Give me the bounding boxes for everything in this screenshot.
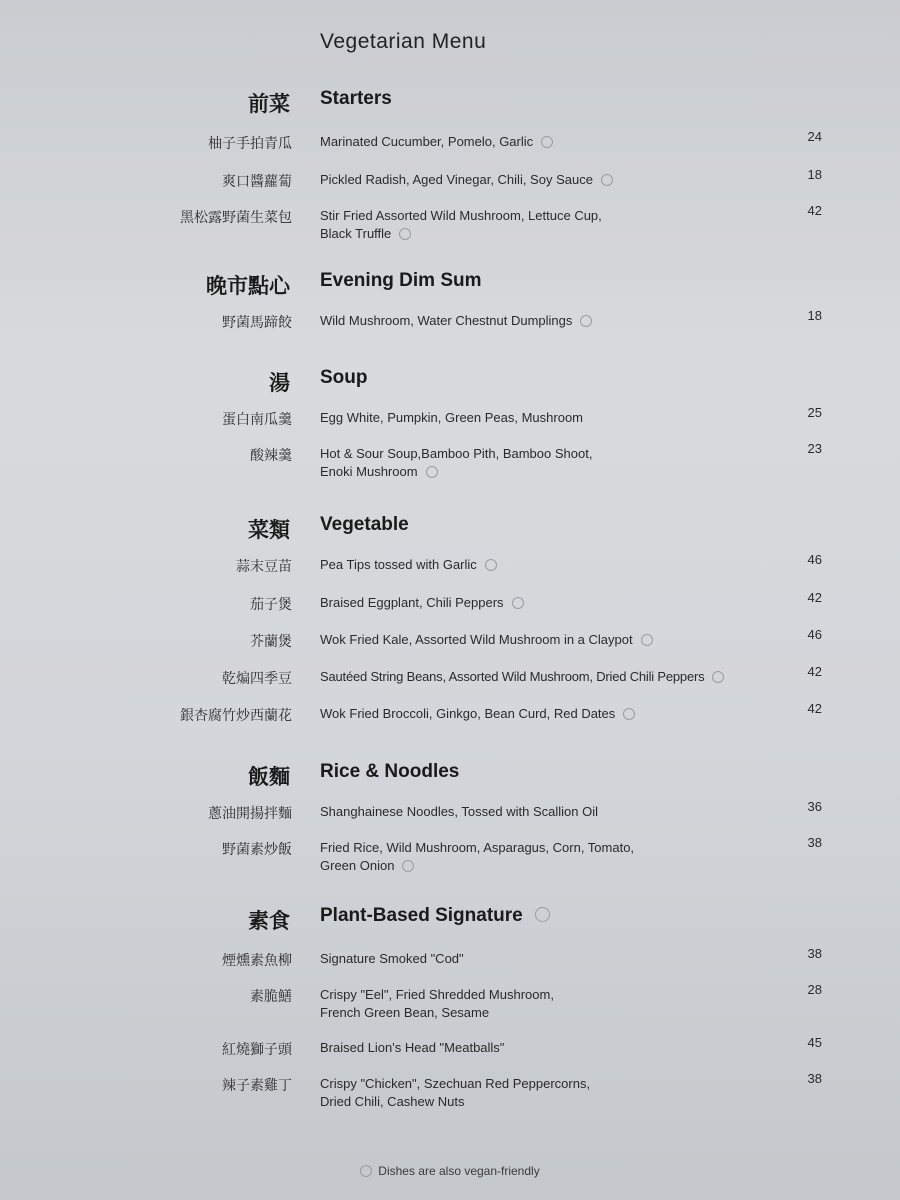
item-price: 24: [807, 129, 822, 144]
item-price: 46: [807, 627, 822, 642]
item-price: 45: [807, 1035, 822, 1050]
vegan-leaf-icon: [360, 1165, 372, 1177]
vegan-leaf-icon: [541, 136, 553, 148]
vegan-leaf-icon: [712, 671, 724, 683]
item-price: 42: [807, 701, 822, 716]
item-name-zh: 煙燻素魚柳: [222, 953, 292, 969]
item-description: Pickled Radish, Aged Vinegar, Chili, Soy Sauce: [320, 172, 593, 187]
item-price: 23: [807, 441, 822, 456]
vegan-leaf-icon: [601, 174, 613, 186]
section-title-zh: 晚市點心: [206, 274, 290, 298]
item-price: 42: [807, 203, 822, 218]
item-description-line-2: Black Truffle: [320, 226, 392, 241]
item-description: Signature Smoked "Cod": [320, 951, 464, 966]
section-title-zh: 湯: [269, 371, 290, 395]
item-price: 38: [807, 1071, 822, 1086]
item-name-zh: 酸辣羹: [250, 448, 292, 464]
item-name-zh: 黑松露野菌生菜包: [180, 210, 292, 226]
item-price: 25: [807, 405, 822, 420]
section-title-en: Starters: [320, 88, 392, 109]
vegan-leaf-icon: [535, 907, 550, 922]
section-title-en: Soup: [320, 367, 368, 388]
vegan-leaf-icon: [512, 597, 524, 609]
item-description: Wok Fried Kale, Assorted Wild Mushroom in a Claypot: [320, 632, 633, 647]
footer-note-text: Dishes are also vegan-friendly: [378, 1164, 540, 1178]
vegan-leaf-icon: [426, 466, 438, 478]
item-price: 46: [807, 552, 822, 567]
item-description-line-2: Dried Chili, Cashew Nuts: [320, 1094, 465, 1109]
section-title-en: Rice & Noodles: [320, 761, 460, 782]
section-title-en: Vegetable: [320, 514, 409, 535]
item-name-zh: 紅燒獅子頭: [222, 1042, 292, 1058]
item-name-zh: 野菌素炒飯: [222, 842, 292, 858]
item-description: Braised Eggplant, Chili Peppers: [320, 595, 504, 610]
item-description: Shanghainese Noodles, Tossed with Scallion Oil: [320, 804, 598, 819]
vegan-leaf-icon: [641, 634, 653, 646]
item-name-zh: 蒜末豆苗: [236, 559, 292, 575]
footer-note: [0, 1164, 900, 1178]
item-description-line-1: Fried Rice, Wild Mushroom, Asparagus, Corn, Tomato,: [320, 840, 635, 855]
vegan-leaf-icon: [399, 228, 411, 240]
item-description-line-2: French Green Bean, Sesame: [320, 1005, 490, 1020]
section-title-en: Evening Dim Sum: [320, 270, 482, 291]
item-price: 38: [807, 835, 822, 850]
item-name-zh: 素脆鱔: [250, 989, 292, 1005]
item-price: 36: [807, 799, 822, 814]
item-price: 38: [807, 946, 822, 961]
item-description-line-1: Crispy "Eel", Fried Shredded Mushroom,: [320, 987, 554, 1002]
section-title-zh: 菜類: [248, 518, 290, 542]
item-price: 18: [807, 167, 822, 182]
section-title-zh: 飯麵: [248, 765, 290, 789]
item-description: Egg White, Pumpkin, Green Peas, Mushroom: [320, 410, 584, 425]
item-name-zh: 蛋白南瓜羹: [222, 412, 292, 428]
item-description: Braised Lion's Head "Meatballs": [320, 1040, 505, 1055]
item-description-line-1: Stir Fried Assorted Wild Mushroom, Lettuce Cup,: [320, 208, 602, 223]
vegan-leaf-icon: [485, 559, 497, 571]
item-description: Wok Fried Broccoli, Ginkgo, Bean Curd, Red Dates: [320, 706, 616, 721]
item-name-zh: 銀杏腐竹炒西蘭花: [180, 708, 292, 724]
section-title-zh: 前菜: [248, 92, 290, 116]
item-name-zh: 野菌馬蹄餃: [222, 315, 292, 331]
item-name-zh: 辣子素雞丁: [222, 1078, 292, 1094]
item-price: 18: [807, 308, 822, 323]
item-description-line-2: Green Onion: [320, 858, 395, 873]
item-description-line-1: Crispy "Chicken", Szechuan Red Peppercorns,: [320, 1076, 591, 1091]
item-description: Sautéed String Beans, Assorted Wild Mushroom, Dried Chili Peppers: [320, 669, 705, 684]
item-price: 42: [807, 664, 822, 679]
item-description: Marinated Cucumber, Pomelo, Garlic: [320, 134, 534, 149]
item-name-zh: 爽口醬蘿蔔: [222, 174, 292, 190]
item-name-zh: 乾煸四季豆: [222, 671, 292, 687]
item-price: 42: [807, 590, 822, 605]
section-title-en: Plant-Based Signature: [320, 905, 523, 926]
vegan-leaf-icon: [623, 708, 635, 720]
item-name-zh: 芥蘭煲: [250, 634, 292, 650]
item-description-line-1: Hot & Sour Soup,Bamboo Pith, Bamboo Shoot,: [320, 446, 593, 461]
vegan-leaf-icon: [402, 860, 414, 872]
vegan-leaf-icon: [580, 315, 592, 327]
item-description-line-2: Enoki Mushroom: [320, 464, 418, 479]
menu-title: Vegetarian Menu: [320, 30, 487, 53]
item-description: Wild Mushroom, Water Chestnut Dumplings: [320, 313, 573, 328]
item-price: 28: [807, 982, 822, 997]
section-title-zh: 素食: [248, 909, 290, 933]
item-name-zh: 茄子煲: [250, 597, 292, 613]
item-description: Pea Tips tossed with Garlic: [320, 557, 477, 572]
item-name-zh: 蔥油開揚拌麵: [208, 806, 292, 822]
item-name-zh: 柚子手拍青瓜: [208, 136, 292, 152]
